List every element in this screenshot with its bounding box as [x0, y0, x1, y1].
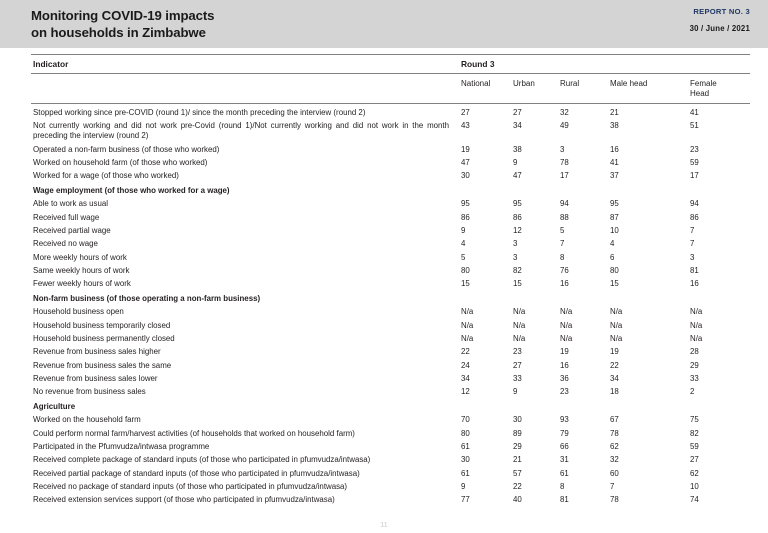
cell-rural: 49: [560, 121, 569, 131]
cell-urban: N/a: [513, 320, 526, 330]
indicator-label: More weekly hours of work: [33, 252, 127, 262]
cell-female-head: 33: [690, 373, 699, 383]
cell-rural: 32: [560, 108, 569, 117]
indicator-label: Worked on the household farm: [33, 415, 141, 425]
table-body: [31, 104, 750, 507]
table-row: [31, 467, 750, 480]
cell-male-head: [610, 291, 690, 306]
cell-rural: 61: [560, 468, 569, 478]
indicator-label: Received complete package of standard inputs (of those who participated in pfumvudza/intwasa): [33, 455, 371, 465]
cell-male-head: 78: [610, 495, 619, 505]
table-row: [31, 251, 750, 264]
cell-rural: 81: [560, 495, 569, 505]
table-header-row-columns: [31, 74, 750, 104]
cell-rural: 16: [560, 279, 569, 289]
cell-male-head: 32: [610, 455, 619, 465]
cell-male-head: 16: [610, 144, 619, 154]
cell-national: 12: [461, 387, 470, 397]
cell-urban: 27: [513, 360, 522, 370]
cell-national: 95: [461, 199, 470, 209]
cell-national: 86: [461, 212, 470, 222]
cell-rural: 17: [560, 171, 569, 181]
cell-rural: N/a: [560, 307, 573, 317]
cell-female-head: 7: [690, 226, 695, 236]
indicator-label: Received no wage: [33, 239, 98, 249]
cell-urban: 30: [513, 415, 522, 425]
indicator-label: Stopped working since pre-COVID (round 1)/ since the month preceding the interview (round 2): [33, 108, 366, 117]
table-row: [31, 440, 750, 453]
cell-national: 22: [461, 347, 470, 357]
cell-urban: 29: [513, 442, 522, 452]
table-row: [31, 156, 750, 169]
indicators-table: [31, 54, 750, 507]
table-row: [31, 264, 750, 277]
cell-male-head: [610, 399, 690, 414]
page-title-line-2: on households in Zimbabwe: [31, 25, 206, 41]
cell-male-head: 4: [610, 239, 615, 249]
cell-male-head: N/a: [610, 334, 623, 344]
indicator-label: Received full wage: [33, 212, 100, 222]
cell-male-head: 21: [610, 108, 619, 117]
cell-urban: 22: [513, 481, 522, 491]
cell-female-head: 10: [690, 481, 699, 491]
cell-male-head: [610, 183, 690, 198]
cell-male-head: 78: [610, 428, 619, 438]
cell-male-head: 87: [610, 212, 619, 222]
cell-female-head: 23: [690, 144, 699, 154]
cell-rural: 79: [560, 428, 569, 438]
cell-national: 9: [461, 226, 466, 236]
cell-female-head: 86: [690, 212, 699, 222]
indicator-label: Revenue from business sales lower: [33, 373, 158, 383]
table-row: [31, 414, 750, 427]
report-number: REPORT NO. 3: [693, 7, 750, 16]
table-row: [31, 454, 750, 467]
indicator-label: Fewer weekly hours of work: [33, 279, 131, 289]
cell-male-head: N/a: [610, 320, 623, 330]
cell-rural: [560, 291, 610, 306]
column-header-female-head: [690, 74, 750, 104]
cell-male-head: 80: [610, 265, 619, 275]
indicator-label: Able to work as usual: [33, 199, 108, 209]
cell-female-head: [690, 399, 750, 414]
table-row: [31, 359, 750, 372]
cell-national: [461, 291, 513, 306]
column-header-indicator: Indicator: [31, 55, 461, 74]
cell-female-head: 59: [690, 442, 699, 452]
column-header-national: National: [461, 74, 513, 104]
cell-female-head: 41: [690, 108, 699, 117]
table-row: [31, 319, 750, 332]
cell-urban: 57: [513, 468, 522, 478]
cell-urban: 3: [513, 239, 518, 249]
cell-female-head: 82: [690, 428, 699, 438]
indicator-label: Household business temporarily closed: [33, 320, 171, 330]
cell-urban: 89: [513, 428, 522, 438]
cell-urban: N/a: [513, 307, 526, 317]
indicator-label: Worked for a wage (of those who worked): [33, 171, 179, 181]
cell-urban: 9: [513, 387, 518, 397]
cell-rural: 78: [560, 158, 569, 167]
indicator-label: Participated in the Pfumvudza/intwasa programme: [33, 442, 210, 452]
table-row: [31, 198, 750, 211]
table-header-row-top: [31, 55, 750, 74]
indicator-label: Operated a non-farm business (of those who worked): [33, 144, 220, 154]
cell-urban: 21: [513, 455, 522, 465]
cell-rural: 19: [560, 347, 569, 357]
cell-male-head: 22: [610, 360, 619, 370]
cell-national: 9: [461, 481, 466, 491]
table-section-row: [31, 291, 750, 306]
cell-rural: 8: [560, 481, 565, 491]
cell-female-head: N/a: [690, 320, 703, 330]
cell-urban: 38: [513, 144, 522, 154]
cell-national: 61: [461, 442, 470, 452]
column-header-round: Round 3: [461, 55, 750, 74]
cell-male-head: 7: [610, 481, 615, 491]
indicator-label: Household business open: [33, 307, 124, 317]
table-row: [31, 211, 750, 224]
indicator-label: Could perform normal farm/harvest activities (of households that worked on household farm): [33, 428, 355, 438]
cell-national: 30: [461, 171, 470, 181]
cell-national: N/a: [461, 334, 474, 344]
table-row: [31, 494, 750, 507]
indicator-label: Received partial package of standard inputs (of those who participated in pfumvudza/intwasa): [33, 468, 360, 478]
cell-female-head: 28: [690, 347, 699, 357]
cell-female-head: N/a: [690, 307, 703, 317]
cell-rural: 3: [560, 144, 565, 154]
indicator-label: No revenue from business sales: [33, 387, 146, 397]
cell-male-head: 67: [610, 415, 619, 425]
column-header-urban: Urban: [513, 74, 560, 104]
cell-urban: 47: [513, 171, 522, 181]
section-label: Wage employment (of those who worked for a wage): [33, 185, 230, 195]
cell-national: 61: [461, 468, 470, 478]
cell-urban: 34: [513, 121, 522, 131]
cell-urban: 15: [513, 279, 522, 289]
cell-national: 34: [461, 373, 470, 383]
cell-urban: 12: [513, 226, 522, 236]
cell-female-head: 7: [690, 239, 695, 249]
cell-male-head: 41: [610, 158, 619, 167]
cell-national: [461, 183, 513, 198]
cell-urban: 95: [513, 199, 522, 209]
cell-urban: 86: [513, 212, 522, 222]
cell-national: 77: [461, 495, 470, 505]
table-row: [31, 332, 750, 345]
table-row: [31, 143, 750, 156]
cell-rural: 36: [560, 373, 569, 383]
cell-female-head: 16: [690, 279, 699, 289]
indicator-label: Household business permanently closed: [33, 334, 175, 344]
cell-female-head: [690, 291, 750, 306]
cell-male-head: 34: [610, 373, 619, 383]
column-header-female-line-1: Female: [690, 79, 717, 88]
cell-national: 43: [461, 121, 470, 131]
section-label: Non-farm business (of those operating a non-farm business): [33, 293, 261, 303]
cell-male-head: 6: [610, 252, 615, 262]
indicator-label: Revenue from business sales higher: [33, 347, 161, 357]
cell-rural: 88: [560, 212, 569, 222]
table-row: [31, 346, 750, 359]
cell-urban: [513, 399, 560, 414]
cell-rural: 31: [560, 455, 569, 465]
cell-national: N/a: [461, 307, 474, 317]
cell-urban: [513, 183, 560, 198]
table-row: [31, 238, 750, 251]
cell-urban: 82: [513, 265, 522, 275]
cell-urban: 23: [513, 347, 522, 357]
indicator-label: Received no package of standard inputs (of those who participated in pfumvudza/intwasa): [33, 481, 348, 491]
cell-female-head: 51: [690, 121, 699, 131]
cell-female-head: 62: [690, 468, 699, 478]
table-row: [31, 386, 750, 399]
indicator-label: Received extension services support (of those who participated in pfumvudza/intwasa): [33, 495, 335, 505]
cell-national: 5: [461, 252, 466, 262]
cell-rural: [560, 183, 610, 198]
cell-rural: 66: [560, 442, 569, 452]
cell-female-head: 2: [690, 387, 695, 397]
cell-female-head: 75: [690, 415, 699, 425]
table-section-row: [31, 183, 750, 198]
cell-male-head: 95: [610, 199, 619, 209]
cell-urban: 33: [513, 373, 522, 383]
cell-male-head: 10: [610, 226, 619, 236]
cell-national: 27: [461, 108, 470, 117]
table-row: [31, 480, 750, 493]
page-title: [31, 7, 214, 42]
cell-rural: [560, 399, 610, 414]
cell-rural: 5: [560, 226, 565, 236]
cell-national: 30: [461, 455, 470, 465]
cell-rural: 7: [560, 239, 565, 249]
table-row: [31, 427, 750, 440]
cell-urban: [513, 291, 560, 306]
page-number: 11: [380, 522, 388, 529]
indicator-label: Received partial wage: [33, 226, 111, 236]
cell-female-head: 94: [690, 199, 699, 209]
cell-urban: 9: [513, 158, 518, 167]
table-head: [31, 55, 750, 104]
cell-national: 15: [461, 279, 470, 289]
document-header: [0, 0, 768, 48]
cell-female-head: 29: [690, 360, 699, 370]
cell-male-head: 60: [610, 468, 619, 478]
cell-female-head: 27: [690, 455, 699, 465]
cell-national: 4: [461, 239, 466, 249]
cell-female-head: 81: [690, 265, 699, 275]
table-row: [31, 120, 750, 143]
cell-rural: N/a: [560, 320, 573, 330]
cell-female-head: 3: [690, 252, 695, 262]
cell-rural: 23: [560, 387, 569, 397]
cell-rural: 93: [560, 415, 569, 425]
indicators-table-container: [31, 54, 750, 507]
cell-national: 70: [461, 415, 470, 425]
cell-female-head: 74: [690, 495, 699, 505]
column-header-spacer: [31, 74, 461, 104]
table-row: [31, 224, 750, 237]
cell-urban: 40: [513, 495, 522, 505]
cell-rural: 76: [560, 265, 569, 275]
cell-female-head: [690, 183, 750, 198]
cell-national: [461, 399, 513, 414]
cell-female-head: N/a: [690, 334, 703, 344]
cell-national: 80: [461, 428, 470, 438]
table-section-row: [31, 399, 750, 414]
column-header-male-head: Male head: [610, 74, 690, 104]
cell-rural: N/a: [560, 334, 573, 344]
cell-rural: 94: [560, 199, 569, 209]
table-row: [31, 278, 750, 291]
cell-national: 47: [461, 158, 470, 167]
report-meta: [690, 7, 750, 34]
indicator-label: Same weekly hours of work: [33, 265, 130, 275]
cell-rural: 16: [560, 360, 569, 370]
cell-urban: N/a: [513, 334, 526, 344]
cell-rural: 8: [560, 252, 565, 262]
cell-male-head: 37: [610, 171, 619, 181]
cell-national: 24: [461, 360, 470, 370]
indicator-label: Revenue from business sales the same: [33, 360, 172, 370]
table-row: [31, 104, 750, 120]
column-header-female-line-2: Head: [690, 89, 710, 98]
cell-male-head: 18: [610, 387, 619, 397]
report-date: 30 / June / 2021: [689, 24, 750, 34]
cell-female-head: 17: [690, 171, 699, 181]
cell-female-head: 59: [690, 158, 699, 167]
cell-national: 80: [461, 265, 470, 275]
section-label: Agriculture: [33, 401, 76, 411]
column-header-rural: Rural: [560, 74, 610, 104]
cell-national: N/a: [461, 320, 474, 330]
cell-male-head: N/a: [610, 307, 623, 317]
table-row: [31, 170, 750, 183]
cell-male-head: 38: [610, 121, 619, 131]
cell-male-head: 15: [610, 279, 619, 289]
table-row: [31, 306, 750, 319]
cell-male-head: 62: [610, 442, 619, 452]
indicator-label: Not currently working and did not work pre-Covid (round 1)/Not currently working and did not work in the month preceding the interview (round 2): [33, 121, 449, 141]
indicator-label: Worked on household farm (of those who worked): [33, 158, 208, 167]
cell-urban: 3: [513, 252, 518, 262]
cell-urban: 27: [513, 108, 522, 117]
cell-national: 19: [461, 144, 470, 154]
page-title-line-1: Monitoring COVID-19 impacts: [31, 8, 215, 23]
cell-male-head: 19: [610, 347, 619, 357]
table-row: [31, 372, 750, 385]
